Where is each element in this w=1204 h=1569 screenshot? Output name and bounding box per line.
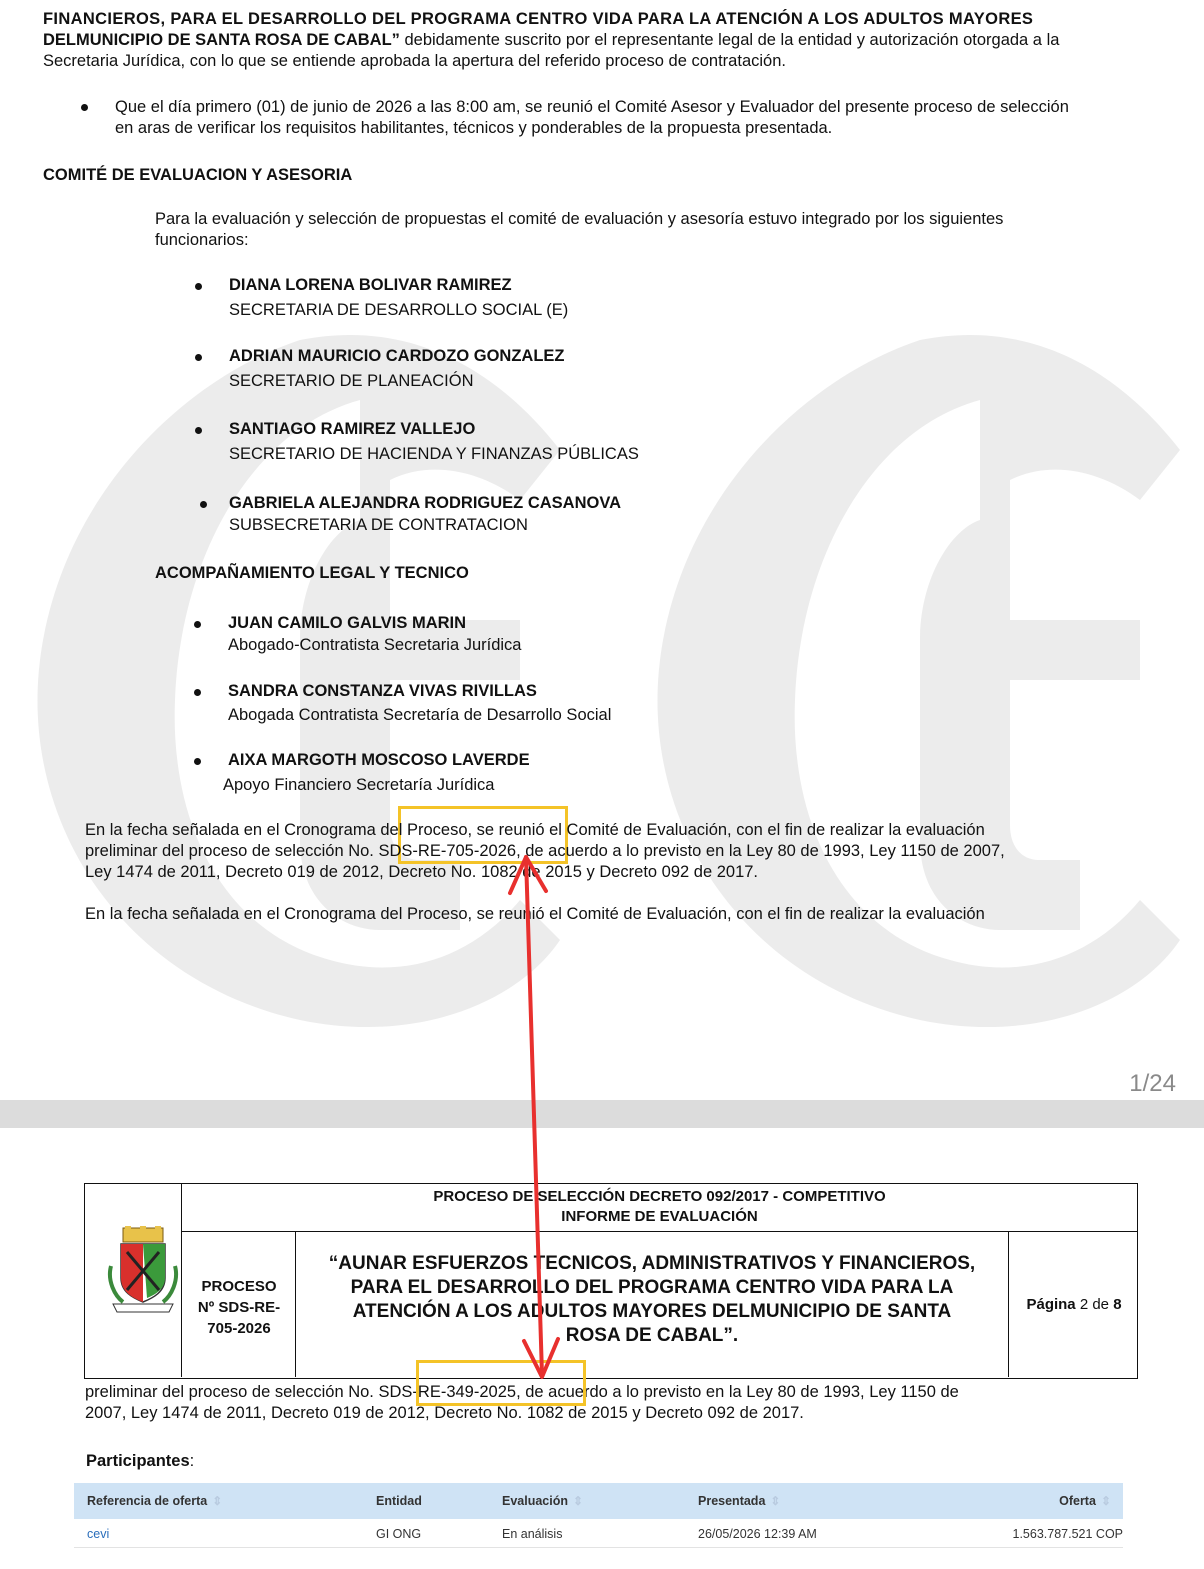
sort-icon[interactable]: ⇕ bbox=[770, 1494, 781, 1508]
bullet-dot bbox=[195, 427, 202, 434]
member-name: ADRIAN MAURICIO CARDOZO GONZALEZ bbox=[229, 347, 565, 365]
bullet-dot bbox=[200, 501, 207, 508]
page-total: 8 bbox=[1113, 1296, 1122, 1313]
column-header-presentada[interactable]: Presentada ⇕ bbox=[698, 1494, 781, 1508]
bullet-dot bbox=[194, 621, 201, 628]
page-of: 2 de bbox=[1075, 1296, 1114, 1313]
participants-colon: : bbox=[189, 1452, 195, 1470]
committee-heading: COMITÉ DE EVALUACION Y ASESORIA bbox=[43, 166, 353, 184]
page-divider bbox=[0, 1100, 1204, 1128]
member-role: SECRETARIO DE PLANEACIÓN bbox=[229, 372, 474, 390]
process-code-highlighted-2: SDS-RE-349-2025 bbox=[378, 1383, 517, 1401]
column-header-entidad: Entidad bbox=[376, 1494, 422, 1508]
evaluation-paragraph-2: En la fecha señalada en el Cronograma del Proceso, se reunió el Comité de Evaluación, con el fin de realizar la evaluación bbox=[85, 905, 985, 923]
evaluation-paragraph-page2 bbox=[85, 1382, 1095, 1424]
para1-line2-start: preliminar del proceso de selección No. bbox=[85, 842, 379, 860]
object-line2: PARA EL DESARROLLO DEL PROGRAMA CENTRO VIDA PARA LA bbox=[350, 1277, 954, 1298]
para1-line3: Ley 1474 de 2011, Decreto 019 de 2012, Decreto No. 1082 de 2015 y Decreto 092 de 2017. bbox=[85, 863, 759, 881]
bullet-paragraph bbox=[115, 97, 1069, 139]
page-label: Página bbox=[1026, 1296, 1076, 1313]
member-role: SUBSECRETARIA DE CONTRATACION bbox=[229, 516, 528, 534]
header-divider bbox=[1008, 1231, 1009, 1377]
participants-heading bbox=[86, 1451, 194, 1472]
para-page2-start: preliminar del proceso de selección No. bbox=[85, 1383, 379, 1401]
sort-icon[interactable]: ⇕ bbox=[573, 1494, 584, 1508]
object-line3: ATENCIÓN A LOS ADULTOS MAYORES DELMUNICIPIO DE SANTA bbox=[352, 1301, 952, 1322]
header-title bbox=[182, 1184, 1137, 1232]
column-header-oferta[interactable]: Oferta ⇕ bbox=[1059, 1494, 1111, 1508]
support-name: AIXA MARGOTH MOSCOSO LAVERDE bbox=[228, 751, 530, 769]
bullet-dot bbox=[81, 104, 88, 111]
row-divider bbox=[74, 1547, 1123, 1548]
para-page2-end: , de acuerdo a lo previsto en la Ley 80 de 1993, Ley 1150 de bbox=[516, 1383, 959, 1401]
process-number-line1: Nº SDS-RE- bbox=[197, 1299, 281, 1316]
page-counter: 1/24 bbox=[1129, 1070, 1176, 1097]
column-header-evaluacion[interactable]: Evaluación ⇕ bbox=[502, 1494, 584, 1508]
header-line2: INFORME DE EVALUACIÓN bbox=[561, 1208, 758, 1225]
committee-intro-line2: funcionarios: bbox=[155, 231, 249, 249]
participants-label: Participantes bbox=[86, 1452, 190, 1470]
para1-line2-end: , de acuerdo a lo previsto en la Ley 80 de 1993, Ley 1150 de 2007, bbox=[516, 842, 1005, 860]
header-line1: PROCESO DE SELECCIÓN DECRETO 092/2017 - COMPETITIVO bbox=[433, 1188, 886, 1205]
bullet-dot bbox=[195, 354, 202, 361]
bullet-line1: Que el día primero (01) de junio de 2026 a las 8:00 am, se reunió el Comité Asesor y Evaluador del presente proceso de selección bbox=[115, 98, 1069, 116]
cell-entidad: GI ONG bbox=[376, 1527, 422, 1541]
member-name: DIANA LORENA BOLIVAR RAMIREZ bbox=[229, 276, 512, 294]
offer-reference-link[interactable]: cevi bbox=[87, 1527, 110, 1541]
intro-rest: debidamente suscrito por el representante legal de la entidad y autorización otorgada a la bbox=[399, 31, 1060, 49]
bullet-dot bbox=[194, 758, 201, 765]
intro-bold-line: FINANCIEROS, PARA EL DESARROLLO DEL PROGRAMA CENTRO VIDA PARA LA ATENCIÓN A LOS ADULTOS MAYORES bbox=[43, 10, 1034, 28]
process-number-line2: 705-2026 bbox=[207, 1320, 271, 1337]
intro-bold-line2: DELMUNICIPIO DE SANTA ROSA DE CABAL” bbox=[43, 31, 400, 49]
coat-of-arms-logo bbox=[103, 1226, 183, 1316]
comparison-arrow bbox=[500, 845, 580, 1385]
member-name: GABRIELA ALEJANDRA RODRIGUEZ CASANOVA bbox=[229, 494, 622, 512]
committee-intro bbox=[155, 209, 1003, 251]
member-name: SANTIAGO RAMIREZ VALLEJO bbox=[229, 420, 476, 438]
cell-oferta: 1.563.787.521 COP bbox=[1012, 1527, 1123, 1541]
support-role: Abogada Contratista Secretaría de Desarrollo Social bbox=[228, 706, 612, 724]
support-name: SANDRA CONSTANZA VIVAS RIVILLAS bbox=[228, 682, 537, 700]
para-page2-line2: 2007, Ley 1474 de 2011, Decreto 019 de 2012, Decreto No. 1082 de 2015 y Decreto 092 de 2017. bbox=[85, 1404, 804, 1422]
page-indicator-cell bbox=[1010, 1296, 1138, 1313]
committee-intro-line1: Para la evaluación y selección de propuestas el comité de evaluación y asesoría estuvo integrado por los siguientes bbox=[155, 210, 1004, 228]
column-header-referencia[interactable]: Referencia de oferta ⇕ bbox=[87, 1494, 223, 1508]
bullet-line2: en aras de verificar los requisitos habilitantes, técnicos y ponderables de la propuesta presentada. bbox=[115, 119, 833, 137]
cell-evaluacion: En análisis bbox=[502, 1527, 563, 1541]
header-divider bbox=[295, 1231, 296, 1377]
sort-icon[interactable]: ⇕ bbox=[212, 1494, 223, 1508]
bullet-dot bbox=[195, 283, 202, 290]
para1-line1: En la fecha señalada en el Cronograma del Proceso, se reunió el Comité de Evaluación, con el fin de realizar la evaluación bbox=[85, 821, 985, 839]
object-line1: “AUNAR ESFUERZOS TECNICOS, ADMINISTRATIVOS Y FINANCIEROS, bbox=[328, 1253, 976, 1274]
support-role: Apoyo Financiero Secretaría Jurídica bbox=[223, 776, 495, 794]
member-role: SECRETARIA DE DESARROLLO SOCIAL (E) bbox=[229, 301, 569, 319]
process-label: PROCESO bbox=[201, 1278, 277, 1295]
report-header-table bbox=[84, 1183, 1138, 1379]
contract-object-cell bbox=[297, 1252, 1007, 1348]
process-number-cell bbox=[183, 1276, 295, 1339]
sort-icon[interactable]: ⇕ bbox=[1100, 1494, 1111, 1508]
support-role: Abogado-Contratista Secretaria Jurídica bbox=[228, 636, 522, 654]
support-heading: ACOMPAÑAMIENTO LEGAL Y TECNICO bbox=[155, 564, 469, 582]
process-code-highlighted: SDS-RE-705-2026 bbox=[378, 842, 517, 860]
member-role: SECRETARIO DE HACIENDA Y FINANZAS PÚBLICAS bbox=[229, 445, 639, 463]
object-line4: ROSA DE CABAL”. bbox=[565, 1325, 739, 1346]
cell-presentada: 26/05/2026 12:39 AM bbox=[698, 1527, 817, 1541]
intro-line3: Secretaria Jurídica, con lo que se entiende aprobada la apertura del referido proceso de contratación. bbox=[43, 52, 786, 70]
table-header-row bbox=[74, 1483, 1123, 1519]
bullet-dot bbox=[194, 689, 201, 696]
intro-paragraph bbox=[43, 9, 1163, 72]
evaluation-paragraph-1 bbox=[85, 820, 1095, 883]
support-name: JUAN CAMILO GALVIS MARIN bbox=[228, 614, 467, 632]
